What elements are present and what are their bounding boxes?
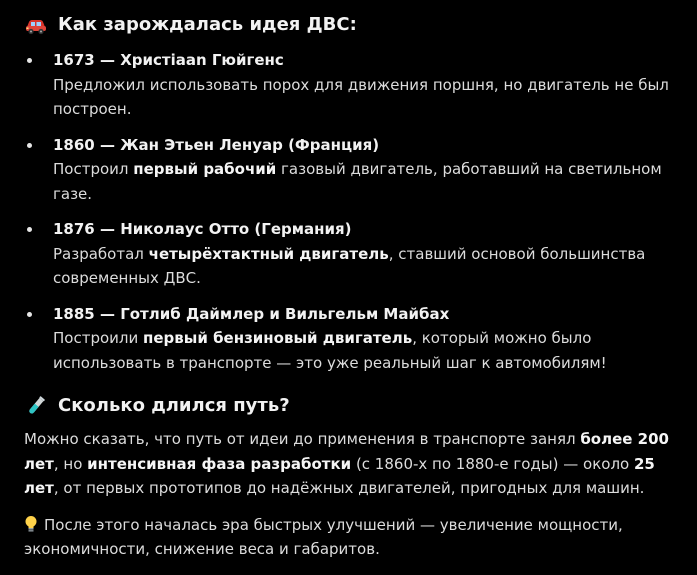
item-text: Построил первый рабочий газовый двигатель, работавший на светильном газе. (53, 160, 662, 203)
item-text: Предложил использовать порох для движения поршня, но двигатель не был построен. (53, 75, 669, 118)
list-item (24, 133, 677, 207)
item-heading: 1876 — Николаус Отто (Германия) (53, 220, 352, 238)
timeline-list (24, 48, 677, 375)
bullet-icon (27, 143, 32, 148)
bullet-icon (27, 312, 32, 317)
car-icon (24, 13, 48, 37)
item-heading: 1885 — Готлиб Даймлер и Вильгельм Майбах (53, 304, 450, 323)
section-title: Сколько длился путь? (58, 395, 290, 416)
item-heading: 1673 — Христiaan Гюйгенс (53, 51, 284, 69)
item-heading: 1860 — Жан Этьен Ленуар (Франция) (53, 135, 380, 154)
section-heading-duration (24, 391, 677, 421)
duration-paragraph: Можно сказать, что путь от идеи до применения в транспорте занял более 200 лет, но интенсивная фаза разработки (с 1860-х по 1880-е годы) — около 25 лет, от первых прототипов до надёжных двигателей, пригодных для машин. (24, 430, 669, 497)
item-text: Разработал четырёхтактный двигатель, ставший основой большинства современных ДВС. (53, 244, 646, 287)
test-tube-icon (24, 394, 48, 418)
item-text: Построили первый бензиновый двигатель, который можно было использовать в транспорте — это уже реальный шаг к автомобилям! (53, 329, 607, 372)
list-item (24, 48, 677, 122)
list-item (24, 217, 677, 291)
tip-paragraph (24, 513, 677, 562)
section-title: Как зарождалась идея ДВС: (58, 14, 357, 35)
bullet-icon (27, 58, 32, 63)
list-item (24, 302, 677, 376)
tip-text: После этого началась эра быстрых улучшений — увеличение мощности, экономичности, снижение веса и габаритов. (24, 515, 623, 558)
bullet-icon (27, 227, 32, 232)
lightbulb-icon (24, 515, 38, 533)
section-heading-history (24, 10, 677, 40)
